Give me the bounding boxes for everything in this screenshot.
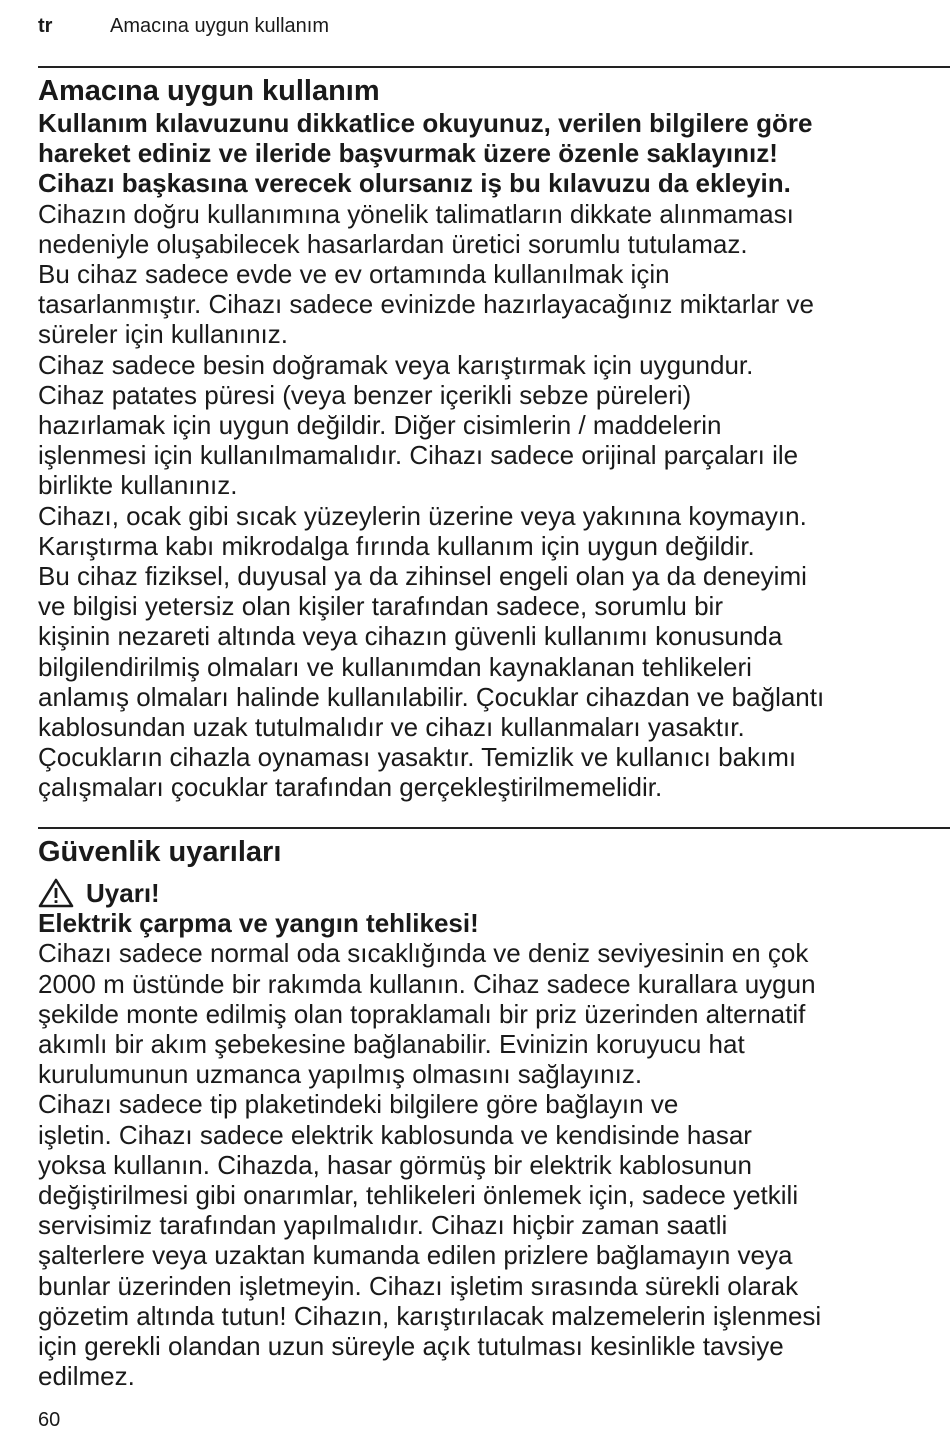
body-line: işlenmesi için kullanılmamalıdır. Cihazı sadece orijinal parçaları ile <box>38 440 799 471</box>
body-line: 2000 m üstünde bir rakımda kullanın. Cihaz sadece kurallara uygun <box>38 968 816 999</box>
body-line: birlikte kullanınız. <box>38 470 238 501</box>
body-line: Karıştırma kabı mikrodalga fırında kullanım için uygun değildir. <box>38 530 755 561</box>
body-text <box>38 199 950 803</box>
section-divider <box>38 66 950 68</box>
body-line: Cihaz sadece besin doğramak veya karıştırmak için uygundur. <box>38 349 754 380</box>
intro-line: hareket ediniz ve ileride başvurmak üzere özenle saklayınız! <box>38 138 778 169</box>
body-line: edilmez. <box>38 1361 135 1392</box>
body-line: tasarlanmıştır. Cihazı sadece evinizde hazırlayacağınız miktarlar ve <box>38 289 815 320</box>
body-line: Cihaz patates püresi (veya benzer içerikli sebze püreleri) <box>38 379 692 410</box>
body-line: süreler için kullanınız. <box>38 319 288 350</box>
intro-line: Cihazı başkasına verecek olursanız iş bu kılavuzu da ekleyin. <box>38 168 791 199</box>
body-line: ve bilgisi yetersiz olan kişiler tarafından sadece, sorumlu bir <box>38 591 723 622</box>
body-line: servisimiz tarafından yapılmalıdır. Cihazı hiçbir zaman saatli <box>38 1210 728 1241</box>
body-line: Cihazı, ocak gibi sıcak yüzeylerin üzerine veya yakınına koymayın. <box>38 500 807 531</box>
body-line: anlamış olmaları halinde kullanılabilir. Çocuklar cihazdan ve bağlantı <box>38 681 825 712</box>
body-line: çalışmaları çocuklar tarafından gerçekleştirilmemelidir. <box>38 772 663 803</box>
body-line: gözetim altında tutun! Cihazın, karıştırılacak malzemelerin işlenmesi <box>38 1300 822 1331</box>
body-line: bunlar üzerinden işletmeyin. Cihazı işletim sırasında sürekli olarak <box>38 1270 799 1301</box>
body-line: akımlı bir akım şebekesine bağlanabilir. Evinizin koruyucu hat <box>38 1029 745 1060</box>
page-number: 60 <box>38 1409 61 1431</box>
running-header <box>38 14 329 38</box>
body-line: kablosundan uzak tutulmalıdır ve cihazı kullanmaları yasaktır. <box>38 712 745 743</box>
body-line: Bu cihaz fiziksel, duyusal ya da zihinsel engeli olan ya da deneyimi <box>38 561 807 592</box>
body-line: yoksa kullanın. Cihazda, hasar görmüş bir elektrik kablosunun <box>38 1149 752 1180</box>
warning-heading <box>38 878 950 908</box>
body-line: şekilde monte edilmiş olan topraklamalı bir priz üzerinden alternatif <box>38 998 806 1029</box>
body-line: hazırlamak için uygun değildir. Diğer cisimlerin / maddelerin <box>38 410 722 441</box>
section-title: Güvenlik uyarıları <box>38 836 282 868</box>
hazard-title: Elektrik çarpma ve yangın tehlikesi! <box>38 908 479 939</box>
body-line: işletin. Cihazı sadece elektrik kablosunda ve kendisinde hasar <box>38 1119 752 1150</box>
body-line: kişinin nezareti altında veya cihazın güvenli kullanımı konusunda <box>38 621 783 652</box>
body-line: nedeniyle oluşabilecek hasarlardan üretici sorumlu tutulamaz. <box>38 228 748 259</box>
body-line: Cihazı sadece tip plaketindeki bilgilere göre bağlayın ve <box>38 1089 679 1120</box>
intro-line: Kullanım kılavuzunu dikkatlice okuyunuz, verilen bilgilere göre <box>38 108 813 138</box>
body-line: Çocukların cihazla oynaması yasaktır. Temizlik ve kullanıcı bakımı <box>38 742 797 773</box>
section-safety-warnings <box>38 835 950 1391</box>
language-code: tr <box>38 15 53 37</box>
warning-label: Uyarı! <box>86 878 160 908</box>
running-title: Amacına uygun kullanım <box>110 15 330 37</box>
body-line: için gerekli olandan uzun süreyle açık tutulması kesinlikle tavsiye <box>38 1331 784 1362</box>
body-line: bilgilendirilmiş olmaları ve kullanımdan kaynaklanan tehlikeleri <box>38 651 752 682</box>
section-title: Amacına uygun kullanım <box>38 75 380 107</box>
body-line: Cihazı sadece normal oda sıcaklığında ve deniz seviyesinin en çok <box>38 938 809 969</box>
section-intended-use <box>38 74 950 803</box>
body-text <box>38 938 950 1391</box>
warning-triangle-icon <box>38 878 86 908</box>
body-line: şalterlere veya uzaktan kumanda edilen prizlere bağlamayın veya <box>38 1240 793 1271</box>
intro-bold-block <box>38 108 950 199</box>
body-line: Cihazın doğru kullanımına yönelik talimatların dikkate alınmaması <box>38 198 794 229</box>
section-divider <box>38 827 950 829</box>
body-line: değiştirilmesi gibi onarımlar, tehlikeleri önlemek için, sadece yetkili <box>38 1180 799 1211</box>
body-line: kurulumunun uzmanca yapılmış olmasını sağlayınız. <box>38 1059 643 1090</box>
body-line: Bu cihaz sadece evde ve ev ortamında kullanılmak için <box>38 259 670 290</box>
